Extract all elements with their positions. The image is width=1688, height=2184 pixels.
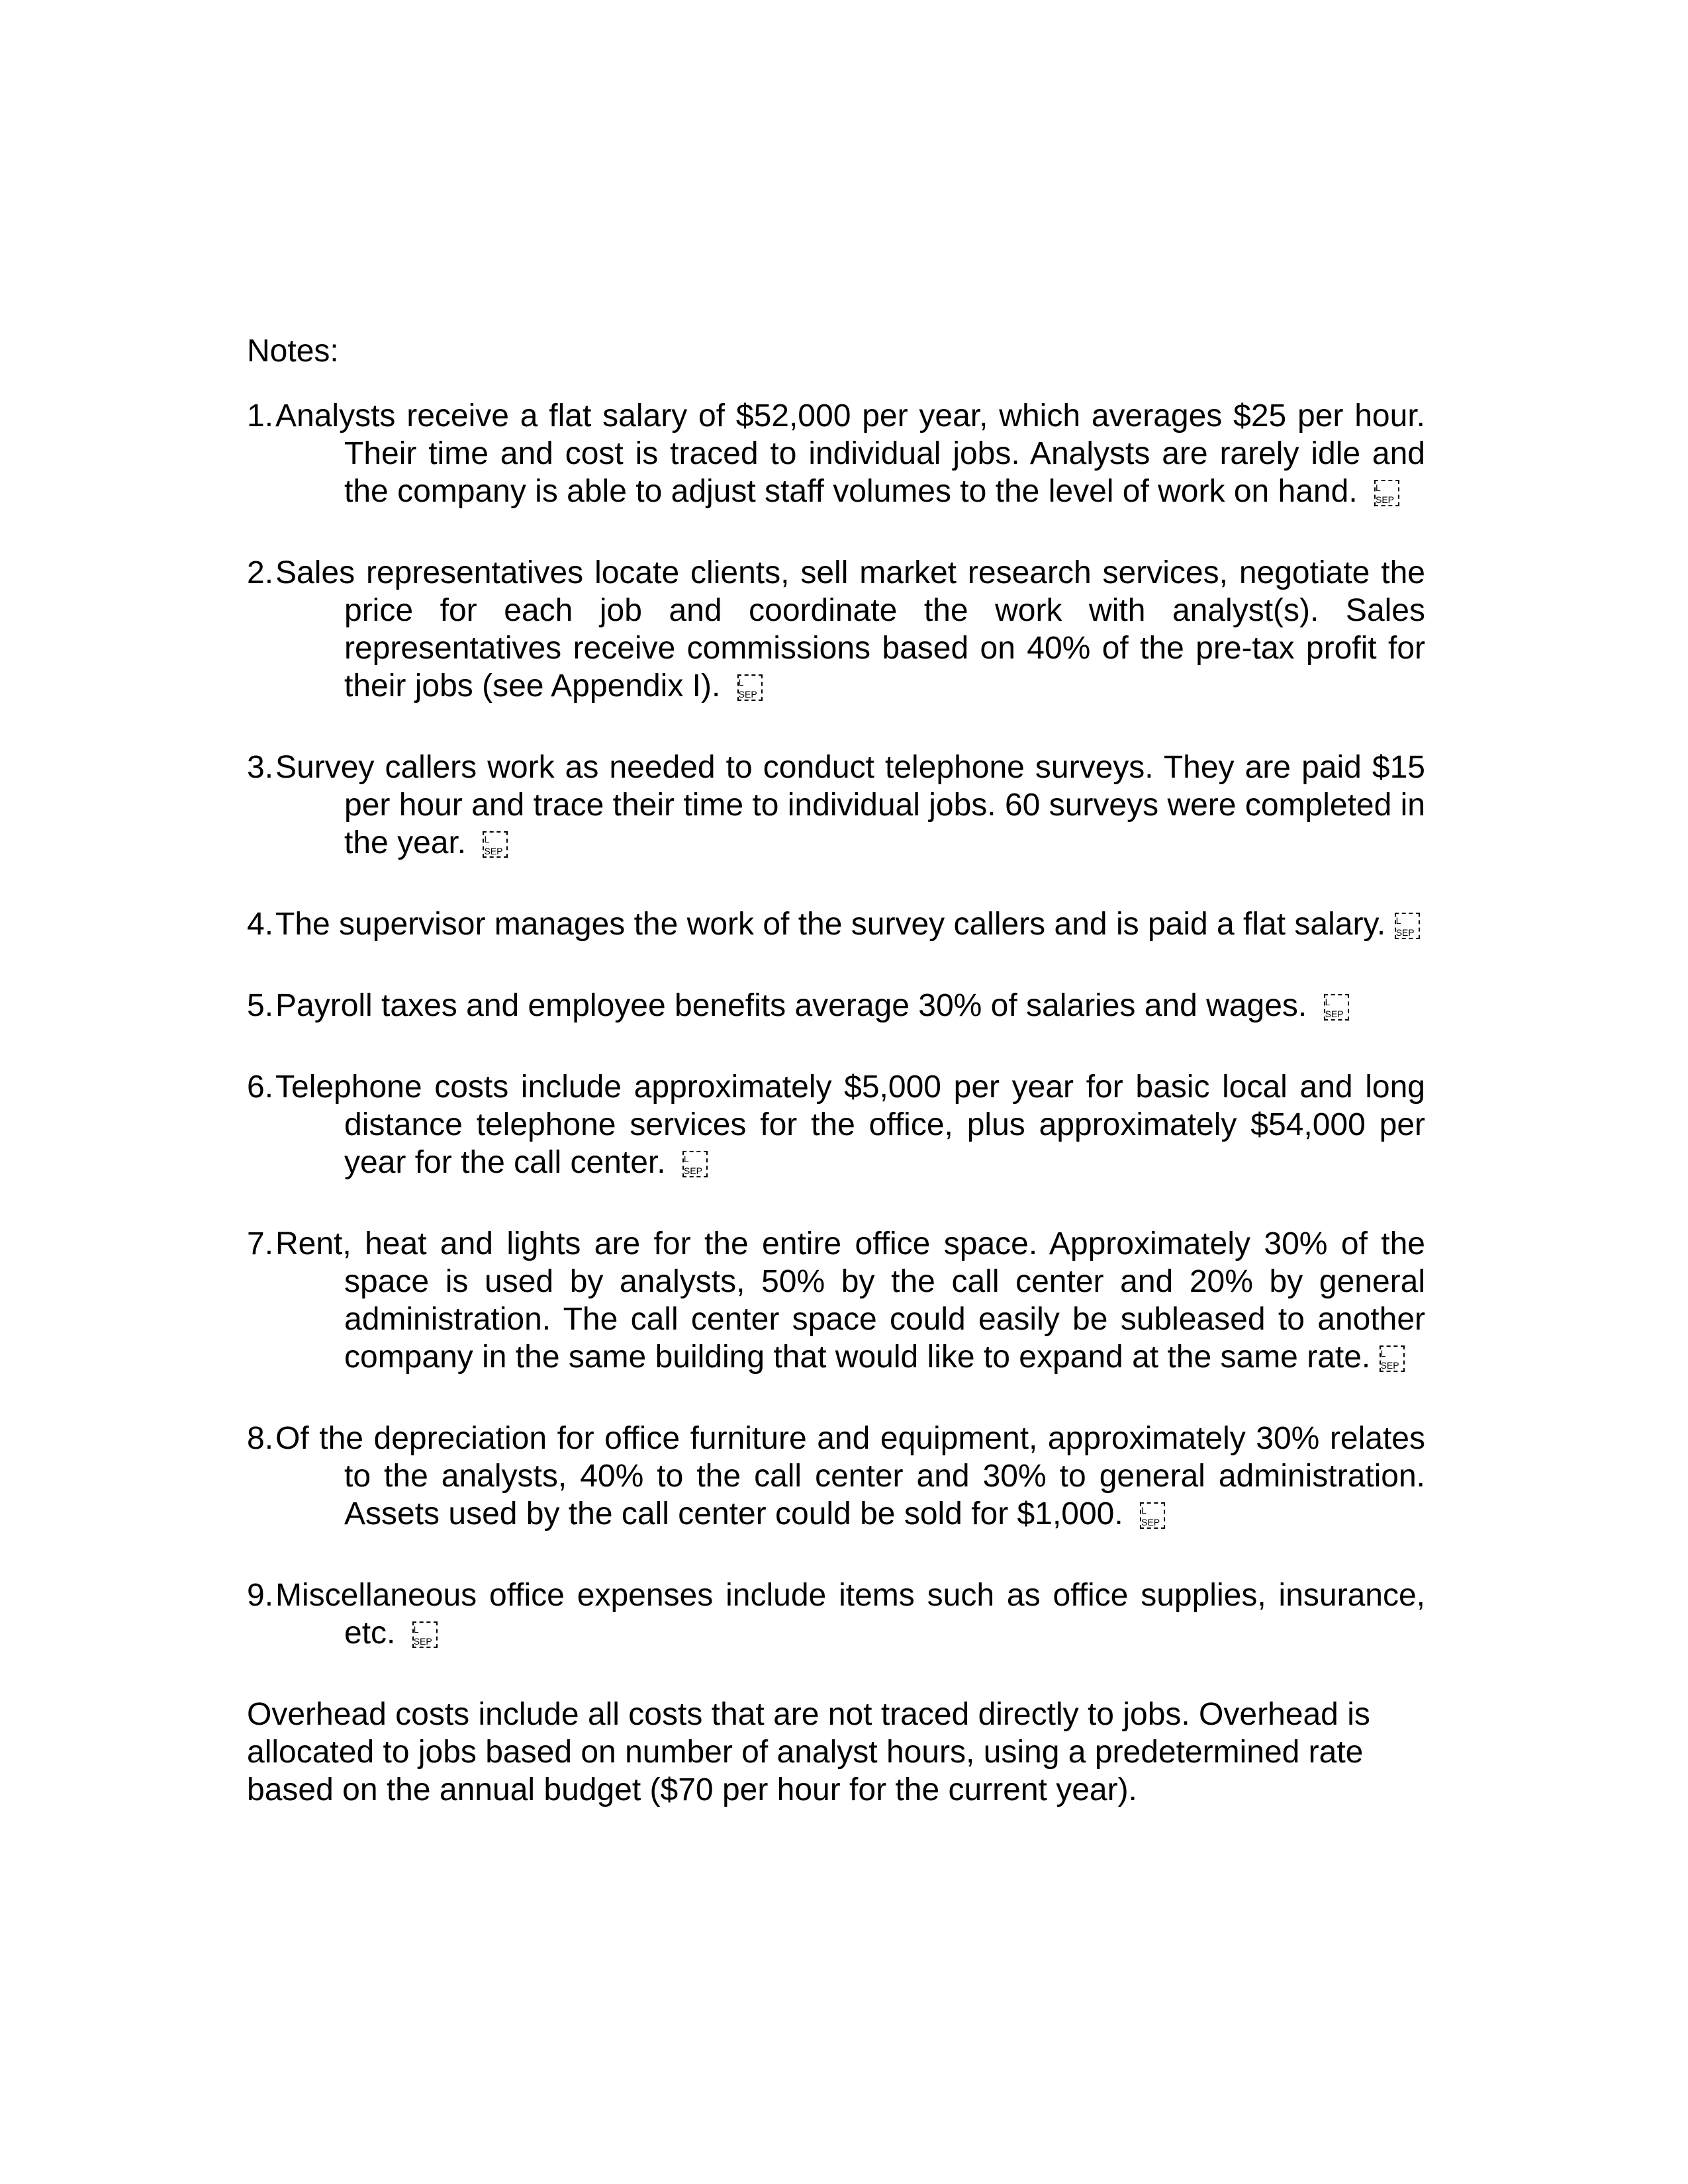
- line-separator-icon: L SEP: [483, 831, 508, 858]
- note-text: The supervisor manages the work of the survey callers and is paid a flat salary.: [275, 907, 1386, 942]
- note-text: Telephone costs include approximately $5,000 per year for basic local and long distance telephone services for the office, plus approximately $54,000 per year for the call center.: [275, 1069, 1425, 1180]
- note-item: [247, 1225, 1425, 1376]
- line-separator-icon: L SEP: [1380, 1345, 1405, 1372]
- note-item: [247, 397, 1425, 510]
- note-item: [247, 1420, 1425, 1533]
- notes-list: [247, 397, 1425, 1652]
- note-text: Miscellaneous office expenses include items such as office supplies, insurance, etc.: [275, 1578, 1425, 1651]
- note-text: Of the depreciation for office furniture and equipment, approximately 30% relates to the analysts, 40% to the call center and 30% to general administration. Assets used by the call center could be sold for $1,000.: [275, 1421, 1425, 1531]
- line-separator-icon: L SEP: [682, 1151, 708, 1177]
- line-separator-icon: L SEP: [1324, 994, 1349, 1021]
- note-text: Sales representatives locate clients, sell market research services, negotiate the price for each job and coordinate the work with analyst(s). Sales representatives receive commissions based on 40% of the pre-tax profit for their jobs (see Appendix I).: [275, 555, 1425, 704]
- line-separator-icon: L SEP: [412, 1621, 438, 1648]
- note-text: Rent, heat and lights are for the entire office space. Approximately 30% of the space is used by analysts, 50% by the call center and 20% by general administration. The call center space could easily be subleased to another company in the same building that would like to expand at the same rate.: [275, 1226, 1425, 1375]
- line-separator-icon: L SEP: [1140, 1502, 1165, 1529]
- note-number: 5.: [247, 988, 274, 1023]
- note-item: [247, 1068, 1425, 1181]
- note-item: [247, 1576, 1425, 1652]
- note-item: [247, 905, 1425, 943]
- note-number: 2.: [247, 555, 274, 590]
- note-number: 3.: [247, 750, 274, 785]
- note-text: Survey callers work as needed to conduct telephone surveys. They are paid $15 per hour and trace their time to individual jobs. 60 surveys were completed in the year.: [275, 750, 1425, 860]
- note-number: 6.: [247, 1069, 274, 1105]
- line-separator-icon: L SEP: [1374, 480, 1399, 506]
- note-text: Payroll taxes and employee benefits average 30% of salaries and wages.: [275, 988, 1307, 1023]
- note-number: 1.: [247, 398, 274, 433]
- line-separator-icon: L SEP: [737, 674, 763, 701]
- line-separator-icon: L SEP: [1395, 913, 1420, 939]
- note-item: [247, 987, 1425, 1024]
- notes-heading: Notes:: [247, 334, 339, 369]
- note-number: 4.: [247, 907, 274, 942]
- note-number: 9.: [247, 1578, 274, 1613]
- note-item: [247, 554, 1425, 705]
- note-text: Analysts receive a flat salary of $52,000 per year, which averages $25 per hour. Their time and cost is traced to individual jobs. Analysts are rarely idle and the company is able to adjust staff volumes to the level of work on hand.: [275, 398, 1425, 509]
- note-item: [247, 749, 1425, 862]
- overhead-paragraph: Overhead costs include all costs that are not traced directly to jobs. Overhead is allocated to jobs based on number of analyst hours, using a predetermined rate based on the annual budget ($70 per hour for the current year).: [247, 1697, 1370, 1807]
- document-page: [247, 332, 1425, 1809]
- note-number: 7.: [247, 1226, 274, 1261]
- note-number: 8.: [247, 1421, 274, 1456]
